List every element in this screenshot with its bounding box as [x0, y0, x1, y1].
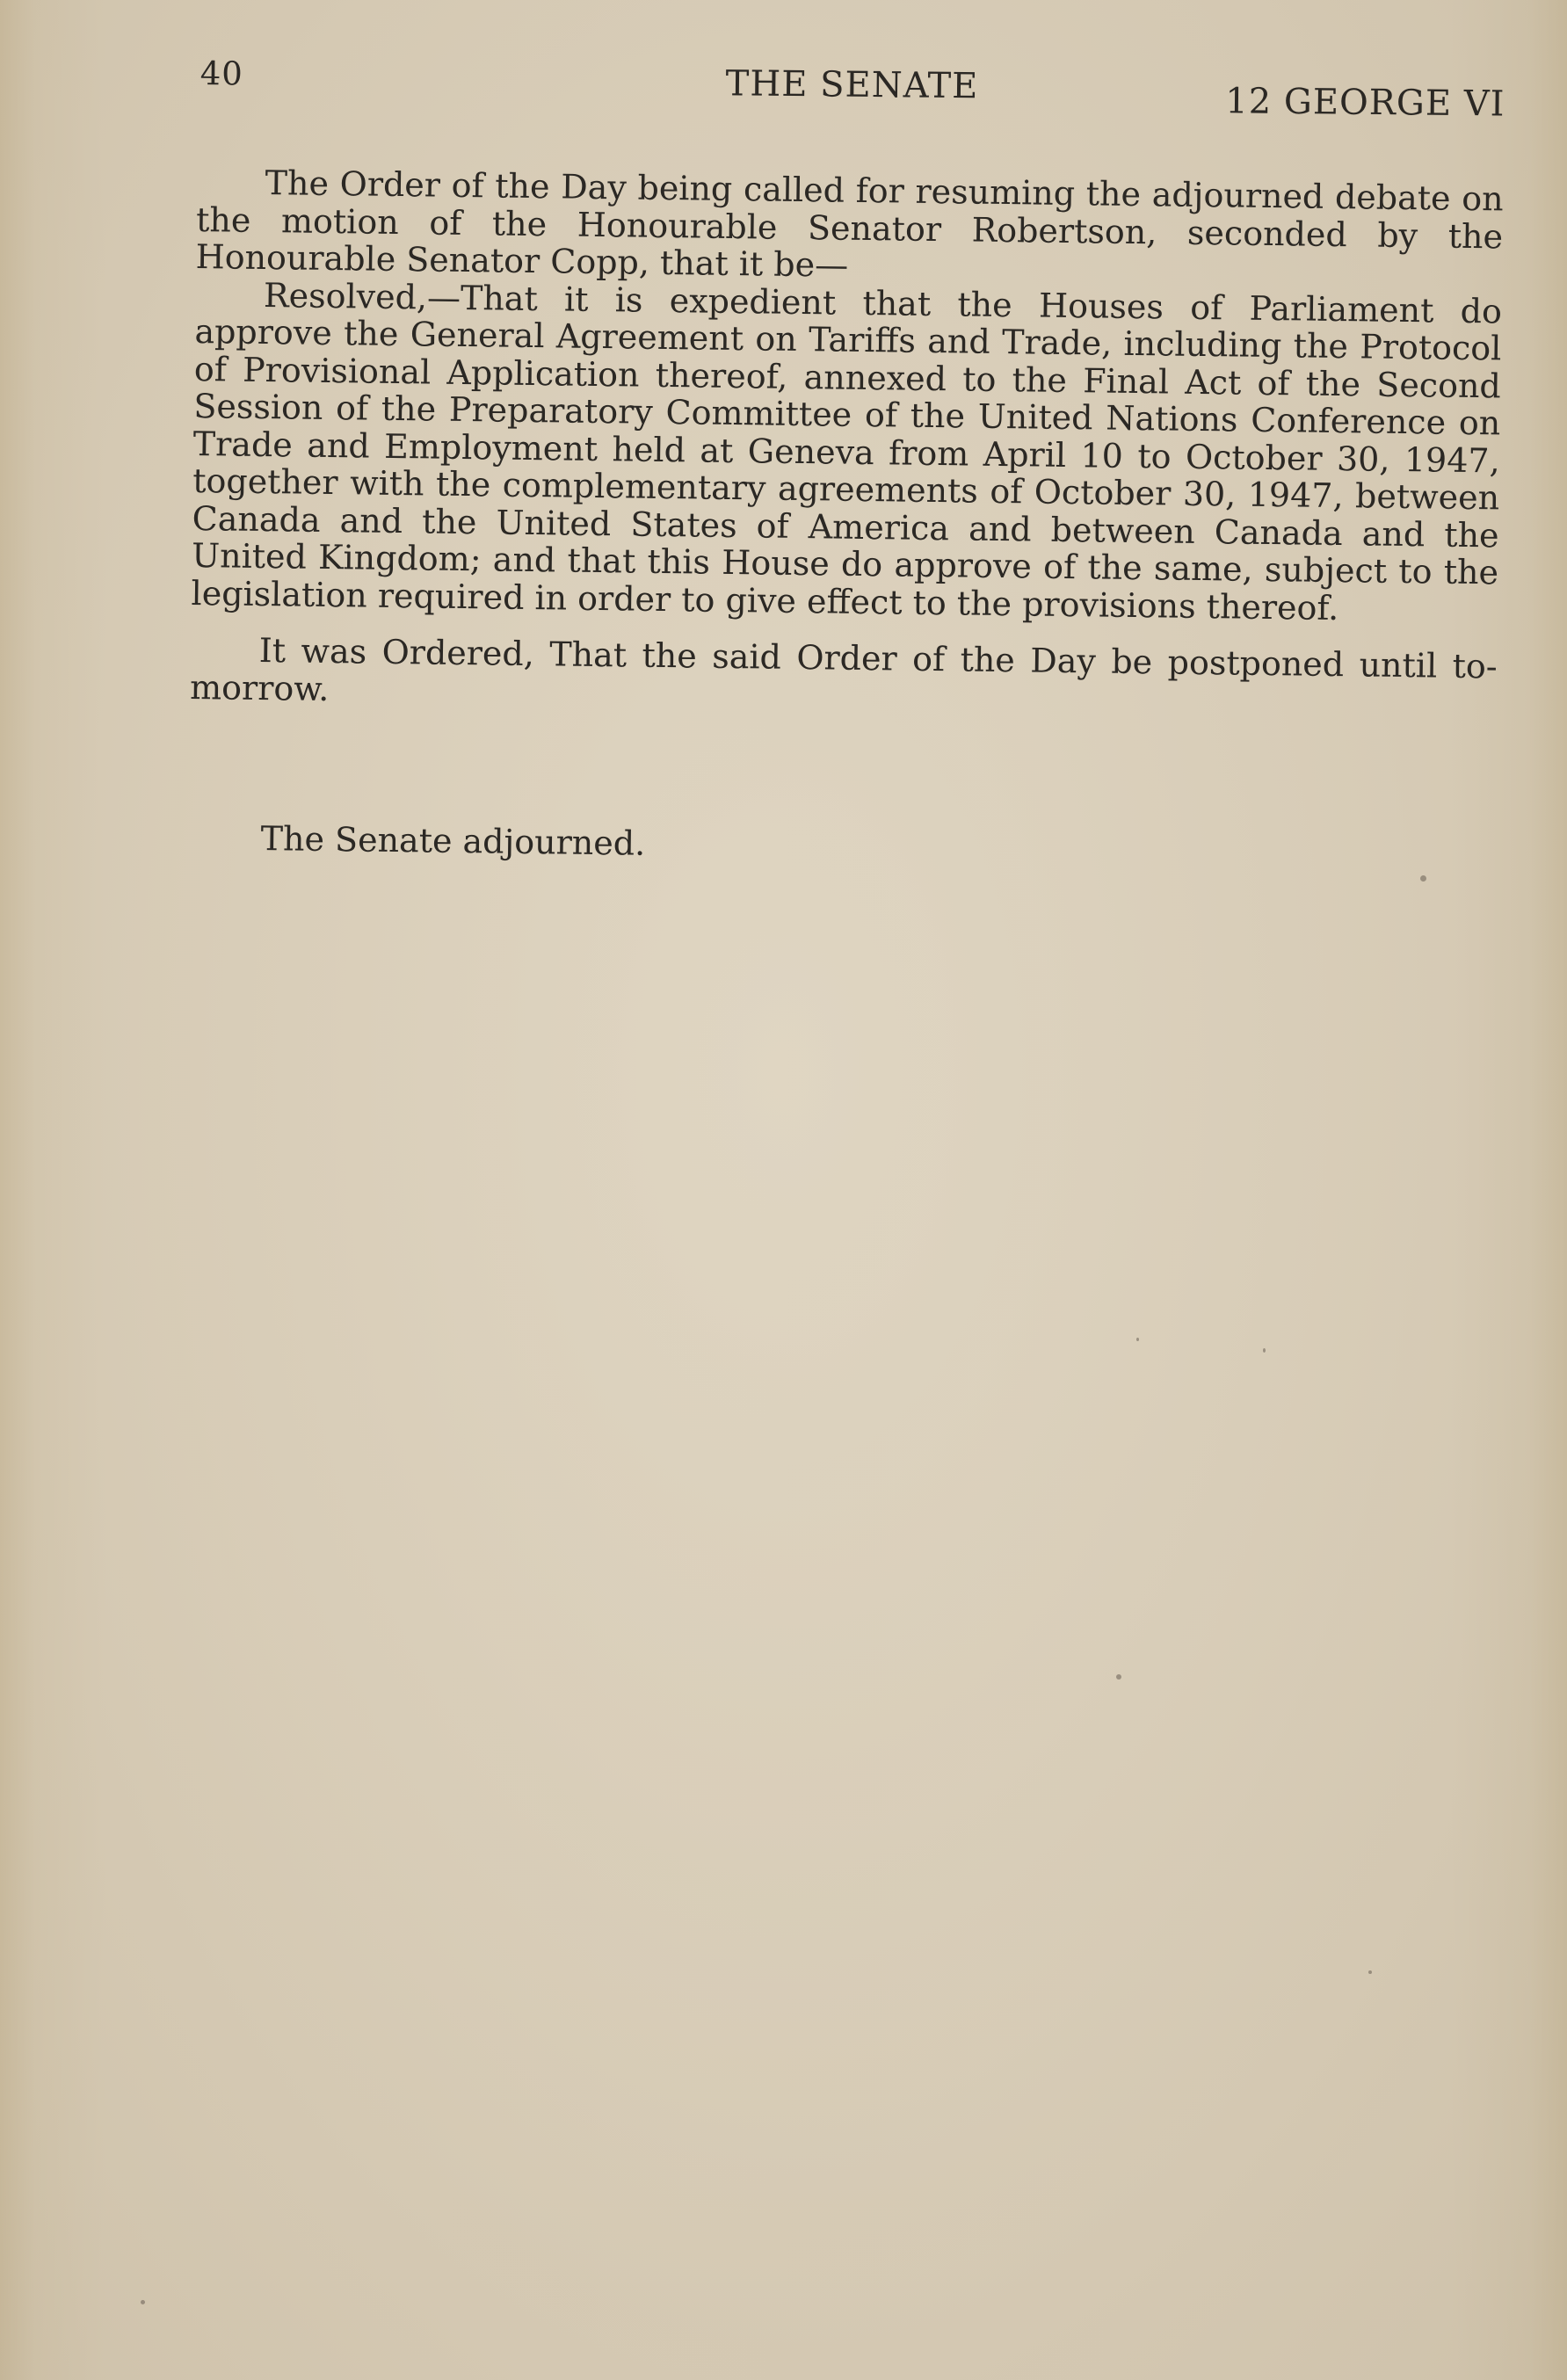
paper-speck	[1116, 1674, 1121, 1680]
page-number: 40	[200, 54, 244, 93]
order-of-the-day-paragraph: The Order of the Day being called for resuming the adjourned debate on the motion of the Honourable Senator Robertson, seconded by the Honourable Senator Copp, that it be—	[195, 163, 1504, 285]
paper-speck	[141, 2300, 145, 2304]
postponement-paragraph: It was Ordered, That the said Order of the Day be postponed until to-morrow.	[189, 630, 1498, 708]
journal-entry	[190, 163, 1504, 722]
paper-speck	[1420, 875, 1426, 882]
running-title: THE SENATE	[725, 63, 979, 107]
paper-speck	[1368, 1970, 1372, 1974]
paper-speck	[1263, 1348, 1266, 1353]
paper-speck	[1136, 1338, 1139, 1341]
resolution-paragraph: Resolved,—That it is expedient that the Houses of Parliament do approve the General Agreement on Tariffs and Trade, including the Protocol of Provisional Application thereof, annexed to the Final Act of the Second Session of the Preparatory Committee of the United Nations Conference on Trade and Employment held at Geneva from April 10 to October 30, 1947, together with the complementary agreements of October 30, 1947, between Canada and the United States of America and between Canada and the United Kingdom; and that this House do approve of the same, subject to the legislation required in order to give effect to the provisions thereof.	[191, 275, 1503, 628]
regnal-year: 12 GEORGE VI	[1225, 81, 1505, 125]
adjournment-line: The Senate adjourned.	[260, 819, 646, 863]
page-header	[200, 54, 1505, 130]
